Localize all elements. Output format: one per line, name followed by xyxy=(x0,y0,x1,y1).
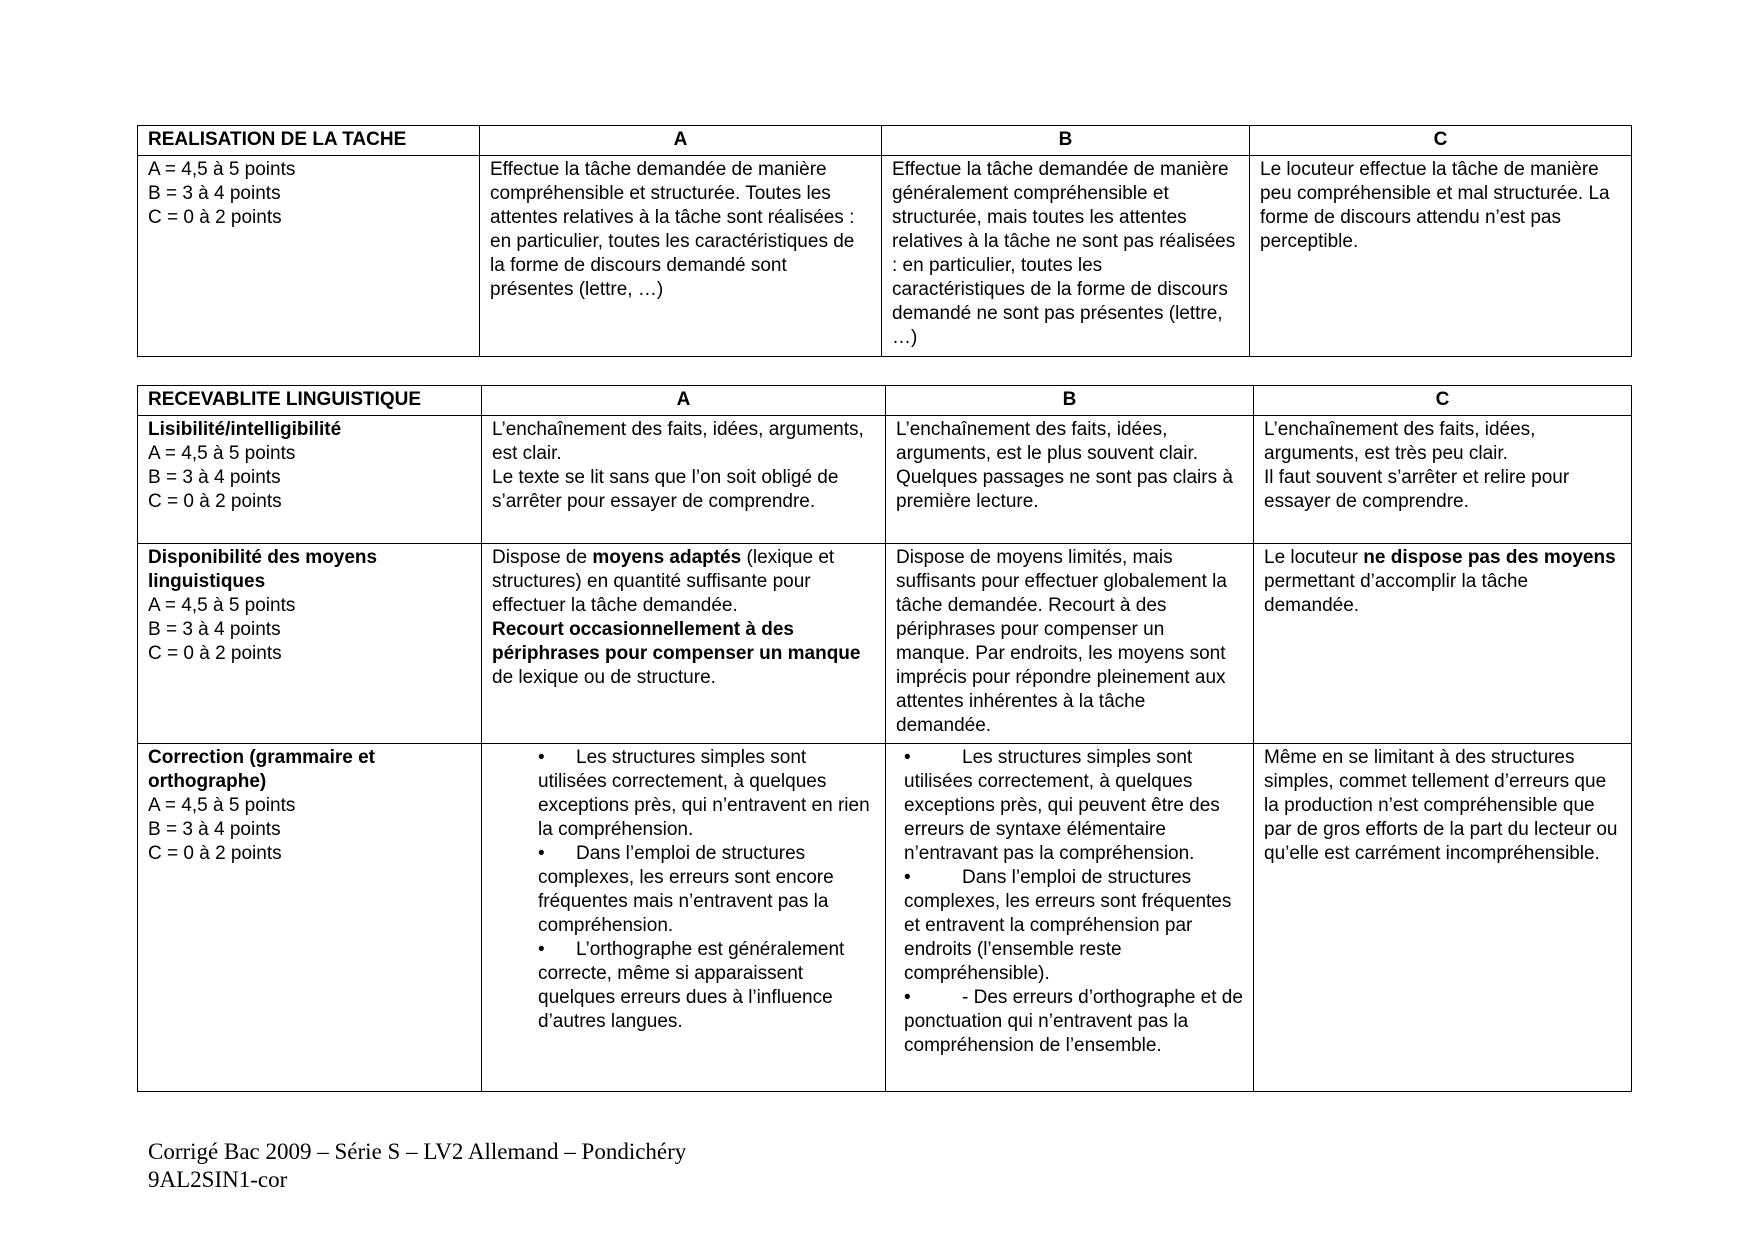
bullet-list xyxy=(896,746,1243,1058)
descriptor-a xyxy=(482,744,886,1092)
header-col-a: A xyxy=(480,126,882,156)
descriptor-b xyxy=(886,416,1254,544)
descriptor-b: Effectue la tâche demandée de manière généralement compréhensible et structurée, mais toutes les attentes relatives à la tâche ne sont pas réalisées : en particulier, toutes les caractéristiques de la forme de discours demandé ne sont pas présentes (lettre, …) xyxy=(882,156,1250,357)
table-header-row xyxy=(138,126,1632,156)
paragraph: L’enchaînement des faits, idées, arguments, est clair. xyxy=(492,419,864,464)
descriptor-c xyxy=(1254,416,1632,544)
text-run: (lexique et structures) en quantité suffisante pour effectuer la tâche demandée. xyxy=(492,547,835,616)
descriptor-b: Dispose de moyens limités, mais suffisants pour effectuer globalement la tâche demandée. Recourt à des périphrases pour compenser un manque. Par endroits, les moyens sont imprécis pour répondre pleinement aux attentes inhérentes à la tâche demandée. xyxy=(886,544,1254,744)
header-realisation: REALISATION DE LA TACHE xyxy=(138,126,480,156)
paragraph: Il faut souvent s’arrêter et relire pour essayer de comprendre. xyxy=(1264,467,1570,512)
footer-code: 9AL2SIN1-cor xyxy=(148,1167,288,1192)
text-run: Dispose de xyxy=(492,547,593,568)
bullet-list xyxy=(492,746,875,1034)
linguistic-acceptability-table xyxy=(137,385,1632,1092)
criterion-title: Disponibilité des moyens linguistiques xyxy=(148,547,378,592)
criterion-disponibilite xyxy=(138,544,482,744)
list-item-text: Les structures simples sont utilisées correctement, à quelques exceptions près, qui peuvent être des erreurs de syntaxe élémentaire n’entravant pas la compréhension. xyxy=(904,747,1220,864)
points-b: B = 3 à 4 points xyxy=(148,619,281,640)
points-a: A = 4,5 à 5 points xyxy=(148,595,296,616)
bold-run: ne dispose pas des moyens xyxy=(1363,547,1616,568)
criterion-correction xyxy=(138,744,482,1092)
list-item-text: Dans l’emploi de structures complexes, les erreurs sont fréquentes et entravent la compréhension par endroits (l’ensemble reste compréhensible). xyxy=(904,867,1232,984)
bullet-icon: • xyxy=(904,867,911,888)
text-run: permettant d’accomplir la tâche demandée. xyxy=(1264,571,1529,616)
points-c: C = 0 à 2 points xyxy=(148,207,282,228)
header-recevabilite: RECEVABLITE LINGUISTIQUE xyxy=(138,386,482,416)
header-col-a: A xyxy=(482,386,886,416)
points-a: A = 4,5 à 5 points xyxy=(148,159,296,180)
descriptor-b xyxy=(886,744,1254,1092)
paragraph: Le texte se lit sans que l’on soit obligé de s’arrêter pour essayer de comprendre. xyxy=(492,467,839,512)
bullet-icon: • xyxy=(904,987,911,1008)
task-realisation-table xyxy=(137,125,1632,357)
header-col-c: C xyxy=(1250,126,1632,156)
points-scale xyxy=(138,156,480,357)
criterion-lisibilite xyxy=(138,416,482,544)
table-row xyxy=(138,156,1632,357)
points-b: B = 3 à 4 points xyxy=(148,467,281,488)
descriptor-c xyxy=(1254,544,1632,744)
bullet-icon: • xyxy=(538,747,545,768)
descriptor-c: Le locuteur effectue la tâche de manière peu compréhensible et mal structurée. La forme de discours attendu n’est pas perceptible. xyxy=(1250,156,1632,357)
list-item xyxy=(904,986,1243,1058)
list-item-text: - Des erreurs d’orthographe et de ponctuation qui n’entravent pas la compréhension de l’ensemble. xyxy=(904,987,1243,1056)
points-a: A = 4,5 à 5 points xyxy=(148,443,296,464)
points-c: C = 0 à 2 points xyxy=(148,643,282,664)
text-run: Le locuteur xyxy=(1264,547,1364,568)
list-item xyxy=(538,938,875,1034)
list-item xyxy=(904,746,1243,866)
criterion-title: Correction (grammaire et orthographe) xyxy=(148,747,376,792)
header-col-b: B xyxy=(882,126,1250,156)
header-col-b: B xyxy=(886,386,1254,416)
bold-run: moyens adaptés xyxy=(592,547,742,568)
criterion-title: Lisibilité/intelligibilité xyxy=(148,419,342,440)
header-col-c: C xyxy=(1254,386,1632,416)
list-item xyxy=(538,746,875,842)
points-c: C = 0 à 2 points xyxy=(148,491,282,512)
descriptor-c: Même en se limitant à des structures simples, commet tellement d’erreurs que la production n’est compréhensible que par de gros efforts de la part du lecteur ou qu’elle est carrément incompréhensible. xyxy=(1254,744,1632,1092)
descriptor-a: Effectue la tâche demandée de manière compréhensible et structurée. Toutes les attentes relatives à la tâche sont réalisées : en particulier, toutes les caractéristiques de la forme de discours demandé sont présentes (lettre, …) xyxy=(480,156,882,357)
table-row xyxy=(138,744,1632,1092)
list-item xyxy=(538,842,875,938)
paragraph: L’enchaînement des faits, idées, arguments, est le plus souvent clair. Quelques passages ne sont pas clairs à première lecture. xyxy=(896,419,1233,512)
table-row xyxy=(138,544,1632,744)
list-item xyxy=(904,866,1243,986)
points-b: B = 3 à 4 points xyxy=(148,819,281,840)
list-item-text: Les structures simples sont utilisées correctement, à quelques exceptions près, qui n’entravent en rien la compréhension. xyxy=(538,747,870,840)
table-header-row xyxy=(138,386,1632,416)
list-item-text: L’orthographe est généralement correcte, même si apparaissent quelques erreurs dues à l’influence d’autres langues. xyxy=(538,939,845,1032)
paragraph: L’enchaînement des faits, idées, arguments, est très peu clair. xyxy=(1264,419,1536,464)
points-c: C = 0 à 2 points xyxy=(148,843,282,864)
list-item-text: Dans l’emploi de structures complexes, les erreurs sont encore fréquentes mais n’entravent pas la compréhension. xyxy=(538,843,834,936)
table-row xyxy=(138,416,1632,544)
bullet-icon: • xyxy=(904,747,911,768)
bullet-icon: • xyxy=(538,843,545,864)
points-a: A = 4,5 à 5 points xyxy=(148,795,296,816)
bold-run: Recourt occasionnellement à des périphrases pour compenser un manque xyxy=(492,619,861,664)
bullet-icon: • xyxy=(538,939,545,960)
descriptor-a xyxy=(482,416,886,544)
footer-title: Corrigé Bac 2009 – Série S – LV2 Allemand – Pondichéry xyxy=(148,1139,687,1164)
points-b: B = 3 à 4 points xyxy=(148,183,281,204)
descriptor-a xyxy=(482,544,886,744)
text-run: de lexique ou de structure. xyxy=(492,667,716,688)
